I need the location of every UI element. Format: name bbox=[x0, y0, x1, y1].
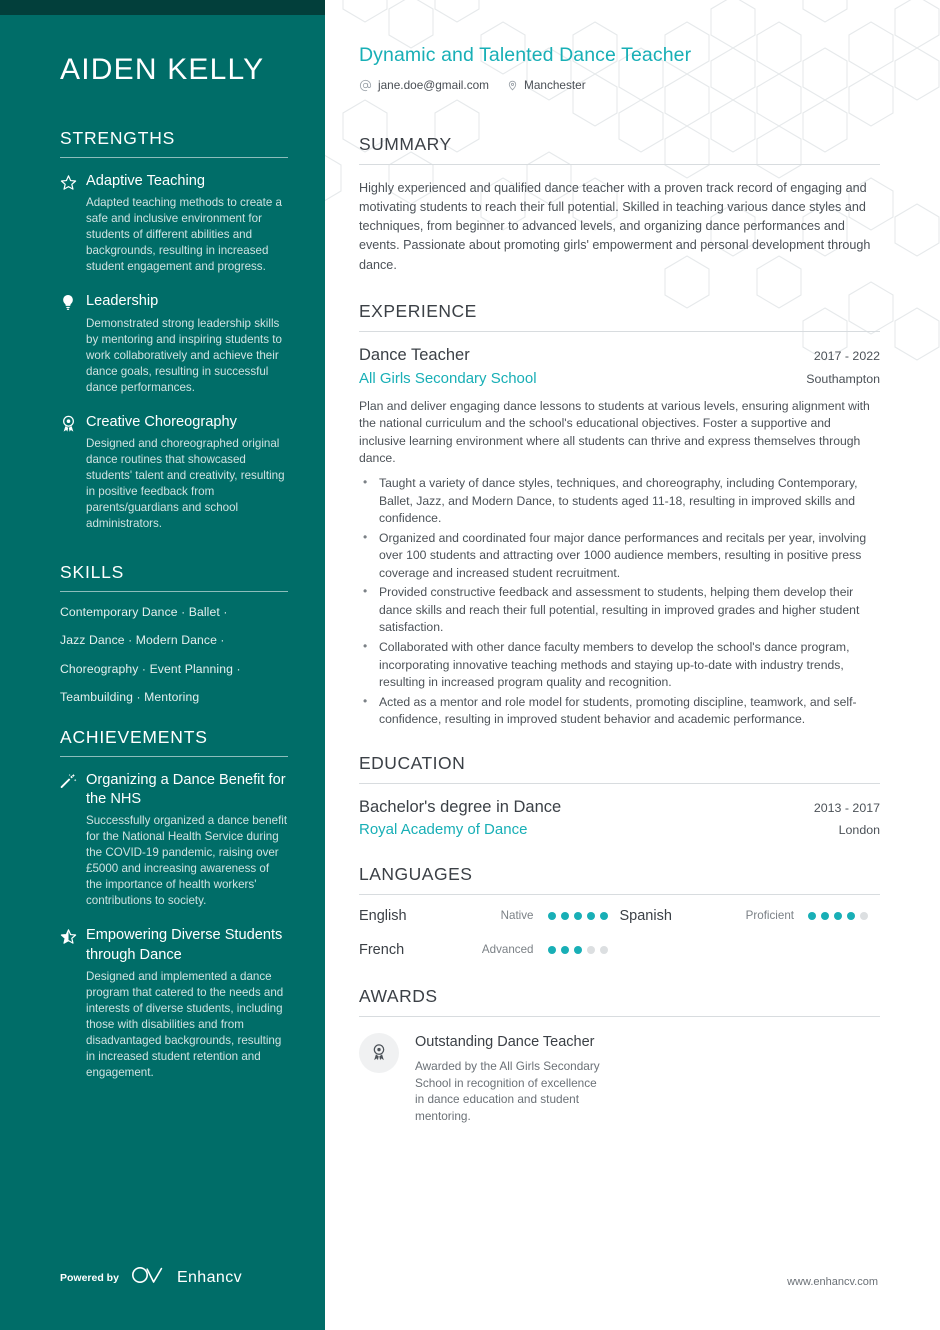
strengths-title: STRENGTHS bbox=[60, 128, 176, 148]
lightbulb-icon bbox=[60, 292, 86, 395]
job-role: Dance Teacher bbox=[359, 345, 470, 364]
job-company: All Girls Secondary School bbox=[359, 369, 537, 387]
contact-row bbox=[359, 78, 880, 92]
job-headline: Dynamic and Talented Dance Teacher bbox=[359, 44, 692, 66]
strength-title: Adaptive Teaching bbox=[86, 173, 206, 189]
enhancv-wordmark: Enhancv bbox=[176, 1268, 243, 1286]
rating-dot bbox=[834, 912, 842, 920]
strength-item bbox=[60, 413, 288, 532]
contact-location bbox=[507, 78, 586, 92]
location-pin-icon bbox=[507, 79, 518, 92]
rating-dot bbox=[548, 946, 556, 954]
site-url: www.enhancv.com bbox=[787, 1276, 878, 1288]
divider bbox=[359, 1016, 880, 1017]
strength-description: Designed and choreographed original dance routines that showcased students' talent and creativity, resulting in positive feedback from parents/guardians and school administrators. bbox=[86, 437, 285, 530]
rating-dot bbox=[574, 912, 582, 920]
section-awards bbox=[359, 986, 880, 1125]
contact-email[interactable] bbox=[359, 78, 489, 92]
award-title: Outstanding Dance Teacher bbox=[415, 1033, 595, 1050]
experience-item bbox=[359, 346, 880, 729]
sidebar-section-achievements bbox=[60, 727, 288, 1081]
job-dates: 2017 - 2022 bbox=[813, 348, 880, 363]
achievements-title: ACHIEVEMENTS bbox=[60, 726, 208, 747]
education-title: EDUCATION bbox=[359, 752, 466, 773]
enhancv-logo-icon bbox=[131, 1265, 165, 1290]
strength-item bbox=[60, 172, 288, 275]
rating-dot bbox=[561, 912, 569, 920]
language-rating-dots bbox=[548, 946, 620, 954]
job-bullet: • Taught a variety of dance styles, techniques, and choreography, including Contemporary, Ballet, Jazz, and Modern Dance, to students aged 11-18, resulting in improved skills and confidence. bbox=[359, 475, 880, 528]
strength-title: Leadership bbox=[86, 293, 159, 310]
rating-dot bbox=[847, 912, 855, 920]
language-item bbox=[359, 908, 620, 924]
education-item bbox=[359, 798, 880, 838]
divider bbox=[359, 894, 880, 895]
at-icon bbox=[359, 79, 372, 92]
powered-by-label: Powered by bbox=[60, 1271, 119, 1284]
language-level: Native bbox=[500, 909, 534, 923]
divider bbox=[60, 591, 288, 592]
medal-icon bbox=[60, 413, 86, 532]
skills-line: Choreography · Event Planning · bbox=[60, 661, 241, 676]
language-level: Proficient bbox=[745, 909, 794, 923]
divider bbox=[60, 157, 288, 158]
strength-description: Demonstrated strong leadership skills by mentoring and inspiring students to work collaboratively and achieve their dance goals, resulting in successful dance performances. bbox=[86, 316, 282, 394]
skills-line: Jazz Dance · Modern Dance · bbox=[60, 633, 225, 648]
divider bbox=[359, 783, 880, 784]
awards-title: AWARDS bbox=[359, 985, 438, 1006]
rating-dot bbox=[600, 912, 608, 920]
languages-grid bbox=[359, 908, 880, 976]
sidebar-section-skills bbox=[60, 562, 288, 705]
section-experience bbox=[359, 301, 880, 729]
job-location: Southampton bbox=[806, 371, 880, 386]
rating-dot bbox=[574, 946, 582, 954]
star-icon bbox=[60, 172, 86, 275]
section-summary bbox=[359, 134, 880, 275]
rating-dot bbox=[821, 912, 829, 920]
language-item bbox=[359, 942, 620, 958]
language-item bbox=[620, 908, 881, 924]
education-dates: 2013 - 2017 bbox=[813, 800, 880, 815]
strength-title: Creative Choreography bbox=[86, 413, 237, 430]
award-item bbox=[359, 1033, 880, 1125]
star-filled-icon bbox=[60, 926, 86, 1081]
achievement-description: Designed and implemented a dance program that catered to the needs and interests of diverse students, including those with disabilities and from disadvantaged backgrounds, resulting in increased student retention and engagement. bbox=[86, 970, 284, 1080]
section-education bbox=[359, 753, 880, 838]
education-school: Royal Academy of Dance bbox=[359, 820, 528, 838]
skills-line: Contemporary Dance · Ballet · bbox=[60, 604, 228, 619]
language-level: Advanced bbox=[481, 943, 534, 957]
main-content bbox=[325, 0, 940, 1330]
sidebar bbox=[0, 0, 325, 1330]
divider bbox=[359, 164, 880, 165]
rating-dot bbox=[561, 946, 569, 954]
summary-text: Highly experienced and qualified dance teacher with a proven track record of engaging and motivating students to reach their full potential. Skilled in teaching various dance styles and techniques, from beginner to advanced levels, and organizing dance performances and events. Passionate about promoting girls' empowerment and personal development through dance. bbox=[359, 181, 871, 272]
summary-title: SUMMARY bbox=[359, 134, 452, 154]
divider bbox=[359, 331, 880, 332]
candidate-name: AIDEN KELLY bbox=[60, 53, 265, 86]
skills-line: Teambuilding · Mentoring bbox=[60, 690, 200, 705]
achievement-title: Organizing a Dance Benefit for the NHS bbox=[86, 771, 286, 808]
medal-icon bbox=[359, 1033, 399, 1073]
job-bullet: • Organized and coordinated four major dance performances and recitals per year, involving over 100 students and attracting over 1000 audience members, resulting in positive press coverage and increased student recruitment. bbox=[359, 530, 880, 583]
rating-dot bbox=[587, 912, 595, 920]
education-degree: Bachelor's degree in Dance bbox=[359, 797, 562, 816]
job-description: Plan and deliver engaging dance lessons to students at various levels, ensuring alignment with the national curriculum and the school's educational objectives. Foster a supportive and inclusive learning environment where all students can thrive and express themselves through dance. bbox=[359, 398, 870, 466]
rating-dot bbox=[587, 946, 595, 954]
achievement-item bbox=[60, 926, 288, 1081]
achievement-item bbox=[60, 771, 288, 910]
achievement-description: Successfully organized a dance benefit for the National Health Service during the COVID-19 pandemic, raising over £5000 and increasing awareness of the importance of health workers' contributions to society. bbox=[86, 814, 288, 908]
language-name: French bbox=[359, 941, 405, 958]
magic-wand-icon bbox=[60, 771, 86, 910]
rating-dot bbox=[548, 912, 556, 920]
languages-title: LANGUAGES bbox=[359, 863, 473, 884]
strength-description: Adapted teaching methods to create a safe and inclusive environment for students of different abilities and backgrounds, resulting in increased student engagement and progress. bbox=[86, 196, 282, 274]
job-bullet: • Acted as a mentor and role model for students, promoting discipline, teamwork, and self-confidence, resulting in improved student behavior and academic performance. bbox=[359, 694, 880, 729]
sidebar-top-band bbox=[0, 0, 325, 15]
language-rating-dots bbox=[808, 912, 880, 920]
contact-location-value: Manchester bbox=[524, 78, 586, 92]
rating-dot bbox=[808, 912, 816, 920]
experience-title: EXPERIENCE bbox=[359, 300, 477, 321]
powered-by-enhancv bbox=[60, 1265, 242, 1290]
section-languages bbox=[359, 864, 880, 976]
achievement-title: Empowering Diverse Students through Dance bbox=[86, 927, 283, 963]
sidebar-section-strengths bbox=[60, 128, 288, 532]
job-bullet-list bbox=[359, 475, 880, 729]
job-bullet: • Provided constructive feedback and assessment to students, helping them develop their dance skills and reach their full potential, resulting in improved grades and higher student satisfaction. bbox=[359, 584, 880, 637]
language-name: Spanish bbox=[619, 907, 672, 924]
skills-title: SKILLS bbox=[60, 561, 125, 582]
language-name: English bbox=[359, 907, 407, 924]
divider bbox=[60, 756, 288, 757]
education-location: London bbox=[838, 822, 880, 837]
contact-email-value: jane.doe@gmail.com bbox=[378, 78, 489, 92]
job-bullet: • Collaborated with other dance faculty members to develop the school's dance program, incorporating innovative teaching methods and staying up-to-date with industry trends, resulting in increased program quality and recognition. bbox=[359, 639, 880, 692]
strength-item bbox=[60, 292, 288, 395]
language-rating-dots bbox=[548, 912, 620, 920]
rating-dot bbox=[600, 946, 608, 954]
award-description: Awarded by the All Girls Secondary School in recognition of excellence in dance education and student mentoring. bbox=[415, 1059, 600, 1123]
rating-dot bbox=[860, 912, 868, 920]
